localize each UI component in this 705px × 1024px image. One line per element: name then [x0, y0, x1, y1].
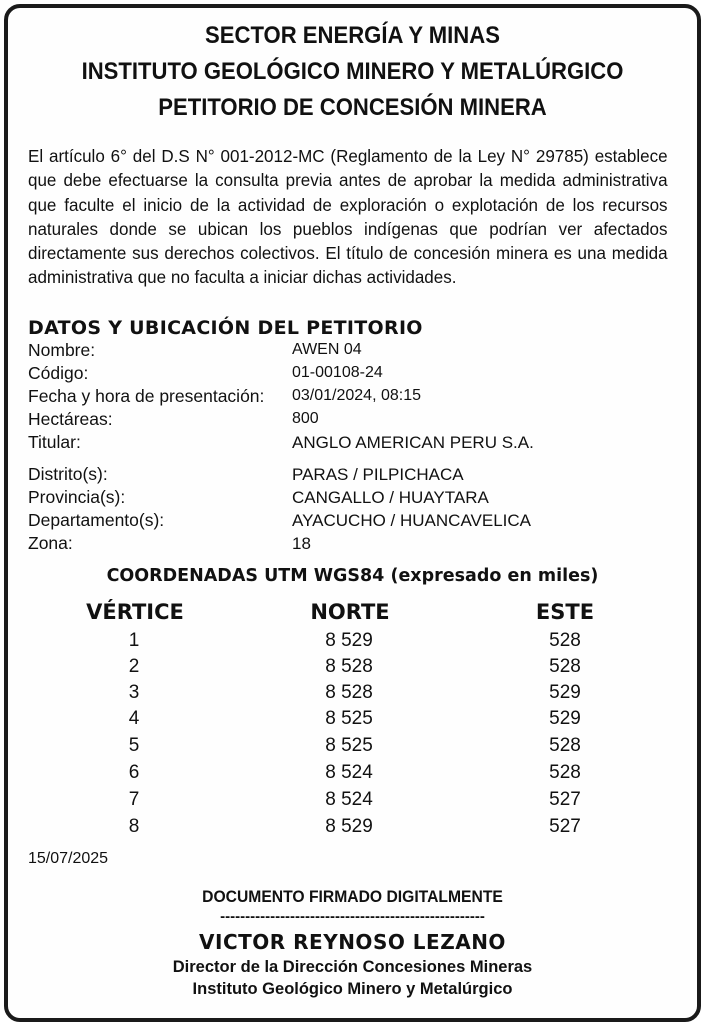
field-value: AYACUCHO / HUANCAVELICA [292, 511, 531, 530]
cell-norte: 8 529 [325, 816, 373, 837]
cell-vertice: 8 [128, 816, 140, 837]
intro-paragraph: El artículo 6° del D.S N° 001-2012-MC (Reglamento de la Ley N° 29785) establece que debe efectuarse la consulta previa antes de aprobar la medida administrativa que faculte el inicio de la actividad de exploración o explotación de los recursos naturales donde se ubican los pueblos indígenas que podrían ver afectados directamente sus derechos colectivos. El título de concesión minera es una medida administrativa que no faculta a iniciar dichas actividades. [28, 146, 668, 288]
signatory-name: VICTOR REYNOSO LEZANO [199, 930, 506, 954]
signatory-institution: Instituto Geológico Minero y Metalúrgico [192, 980, 513, 998]
publication-date: 15/07/2025 [28, 850, 109, 867]
field-value: 18 [292, 534, 311, 553]
cell-este: 528 [549, 630, 581, 651]
cell-norte: 8 524 [325, 762, 373, 783]
cell-este: 528 [549, 735, 581, 756]
cell-vertice: 5 [128, 735, 140, 756]
cell-vertice: 4 [128, 708, 140, 729]
field-codigo [28, 363, 668, 387]
header-sector: SECTOR ENERGÍA Y MINAS [205, 22, 500, 49]
field-provincia [28, 487, 668, 511]
field-label: Distrito(s): [28, 464, 108, 484]
cell-norte: 8 529 [325, 630, 373, 651]
field-label: Titular: [28, 432, 81, 452]
header-institute: INSTITUTO GEOLÓGICO MINERO Y METALÚRGICO [81, 58, 624, 85]
field-distrito [28, 464, 668, 488]
field-label: Departamento(s): [28, 510, 165, 530]
cell-norte: 8 528 [325, 682, 373, 703]
field-label: Fecha y hora de presentación: [28, 386, 265, 406]
cell-vertice: 3 [128, 682, 140, 703]
field-label: Código: [28, 363, 89, 383]
cell-este: 528 [549, 656, 581, 677]
field-titular [28, 432, 668, 456]
field-label: Zona: [28, 533, 73, 553]
coordinates-title: COORDENADAS UTM WGS84 (expresado en miles) [106, 566, 599, 586]
field-value: AWEN 04 [292, 341, 362, 358]
column-header-norte: NORTE [310, 600, 390, 624]
header-document-type: PETITORIO DE CONCESIÓN MINERA [158, 94, 547, 121]
field-value: ANGLO AMERICAN PERU S.A. [292, 433, 534, 452]
cell-este: 529 [549, 708, 581, 729]
field-fecha-presentacion [28, 386, 668, 410]
cell-norte: 8 525 [325, 708, 373, 729]
field-label: Provincia(s): [28, 487, 126, 507]
cell-vertice: 2 [128, 656, 140, 677]
cell-vertice: 6 [128, 762, 140, 783]
field-label: Hectáreas: [28, 409, 113, 429]
field-value: PARAS / PILPICHACA [292, 465, 464, 484]
cell-este: 529 [549, 682, 581, 703]
field-departamento [28, 510, 668, 534]
cell-norte: 8 525 [325, 735, 373, 756]
cell-este: 527 [549, 789, 581, 810]
field-value: CANGALLO / HUAYTARA [292, 488, 489, 507]
field-value: 03/01/2024, 08:15 [292, 387, 422, 404]
signature-line: ----------------------------------------------------- [220, 908, 485, 925]
column-header-vertice: VÉRTICE [86, 600, 184, 624]
datos-section-title: DATOS Y UBICACIÓN DEL PETITORIO [28, 317, 423, 339]
cell-vertice: 1 [128, 630, 140, 651]
cell-este: 528 [549, 762, 581, 783]
field-nombre [28, 340, 668, 364]
cell-norte: 8 528 [325, 656, 373, 677]
signatory-role: Director de la Dirección Concesiones Mineras [172, 958, 533, 976]
field-hectareas [28, 409, 668, 433]
cell-este: 527 [549, 816, 581, 837]
field-zona [28, 533, 668, 557]
column-header-este: ESTE [535, 600, 595, 624]
field-value: 800 [292, 410, 319, 427]
digital-signature-notice: DOCUMENTO FIRMADO DIGITALMENTE [202, 888, 503, 906]
field-value: 01-00108-24 [292, 364, 383, 381]
field-label: Nombre: [28, 340, 96, 360]
cell-norte: 8 524 [325, 789, 373, 810]
cell-vertice: 7 [128, 789, 140, 810]
